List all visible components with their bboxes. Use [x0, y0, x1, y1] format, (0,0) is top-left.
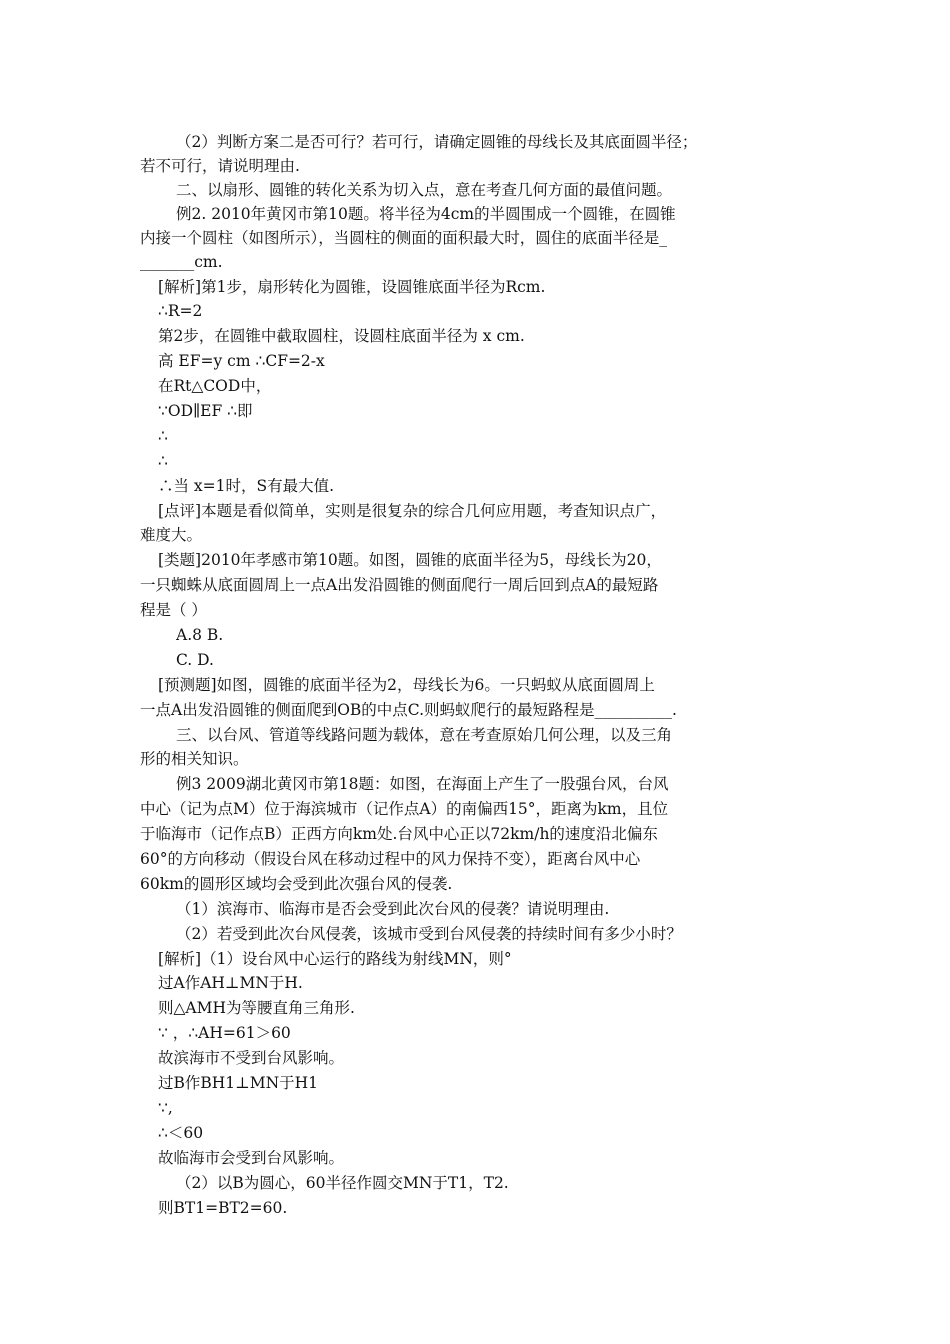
text-line: ∴＜60 [158, 1124, 204, 1142]
text-line: ∴R=2 [158, 302, 203, 320]
text-line: ∵, [158, 1099, 173, 1117]
text-line: A.8 B. [176, 626, 224, 644]
text-line: 一点A出发沿圆锥的侧面爬到OB的中点C.则蚂蚁爬行的最短路程是__________. [140, 701, 677, 719]
text-line: [预测题]如图，圆锥的底面半径为2，母线长为6。一只蚂蚁从底面圆周上 [158, 676, 655, 694]
text-line: 在Rt△COD中， [158, 377, 272, 395]
text-line: 60°的方向移动（假设台风在移动过程中的风力保持不变），距离台风中心 [140, 850, 641, 868]
text-line: 程是（ ） [140, 601, 207, 619]
text-line: [点评]本题是看似简单，实则是很复杂的综合几何应用题，考查知识点广， [158, 502, 667, 520]
text-line: ∵ ，∴AH=61＞60 [158, 1024, 291, 1042]
text-line: [类题]2010年孝感市第10题。如图，圆锥的底面半径为5，母线长为20， [158, 551, 662, 569]
text-line: 故临海市会受到台风影响。 [158, 1149, 345, 1167]
text-line: 过B作BH1⊥MN于H1 [158, 1074, 319, 1092]
text-line: 则△AMH为等腰直角三角形. [158, 999, 355, 1017]
text-line: [解析]第1步，扇形转化为圆锥，设圆锥底面半径为Rcm. [158, 278, 546, 296]
text-line: 第2步，在圆锥中截取圆柱，设圆柱底面半径为 x cm. [158, 327, 525, 345]
text-line: 过A作AH⊥MN于H. [158, 974, 303, 992]
text-line: 例2. 2010年黄冈市第10题。将半径为4cm的半圆围成一个圆锥，在圆锥 [176, 205, 676, 223]
text-line: 一只蜘蛛从底面圆周上一点A出发沿圆锥的侧面爬行一周后回到点A的最短路 [140, 576, 659, 594]
text-line: ∴当 x=1时，S有最大值. [158, 477, 335, 495]
text-line: C. D. [176, 651, 214, 669]
text-line: （2）若受到此次台风侵袭，该城市受到台风侵袭的持续时间有多少小时？ [176, 925, 682, 943]
text-line: 形的相关知识。 [140, 750, 249, 768]
text-line: _______cm. [140, 253, 223, 271]
text-line: 若不可行，请说明理由. [140, 157, 300, 175]
text-line: 难度大。 [140, 526, 203, 544]
text-line: 高 EF=y cm ∴CF=2-x [158, 352, 325, 370]
text-line: 中心（记为点M）位于海滨城市（记作点A）的南偏西15°，距离为km，且位 [140, 800, 669, 818]
text-line: 二、以扇形、圆锥的转化关系为切入点，意在考查几何方面的最值问题。 [176, 181, 673, 199]
text-line: [解析]（1）设台风中心运行的路线为射线MN，则° [158, 950, 512, 968]
text-line: ∴ [158, 452, 168, 470]
text-line: 内接一个圆柱（如图所示），当圆柱的侧面的面积最大时，圆住的底面半径是_ [140, 229, 668, 247]
text-line: （2）判断方案二是否可行？若可行，请确定圆锥的母线长及其底面圆半径； [176, 133, 698, 151]
text-line: 于临海市（记作点B）正西方向km处.台风中心正以72km/h的速度沿北偏东 [140, 825, 658, 843]
text-line: ∵OD∥EF ∴即 [158, 402, 253, 420]
text-line: 则BT1=BT2=60. [158, 1199, 288, 1217]
text-line: 故滨海市不受到台风影响。 [158, 1049, 345, 1067]
text-line: （1）滨海市、临海市是否会受到此次台风的侵袭？请说明理由. [176, 900, 610, 918]
text-line: （2）以B为圆心，60半径作圆交MN于T1，T2. [176, 1174, 509, 1192]
text-line: 三、以台风、管道等线路问题为载体，意在考查原始几何公理，以及三角 [176, 726, 673, 744]
text-line: ∴ [158, 427, 168, 445]
text-line: 60km的圆形区域均会受到此次强台风的侵袭. [140, 875, 453, 893]
text-line: 例3 2009湖北黄冈市第18题：如图，在海面上产生了一股强台风，台风 [176, 775, 669, 793]
